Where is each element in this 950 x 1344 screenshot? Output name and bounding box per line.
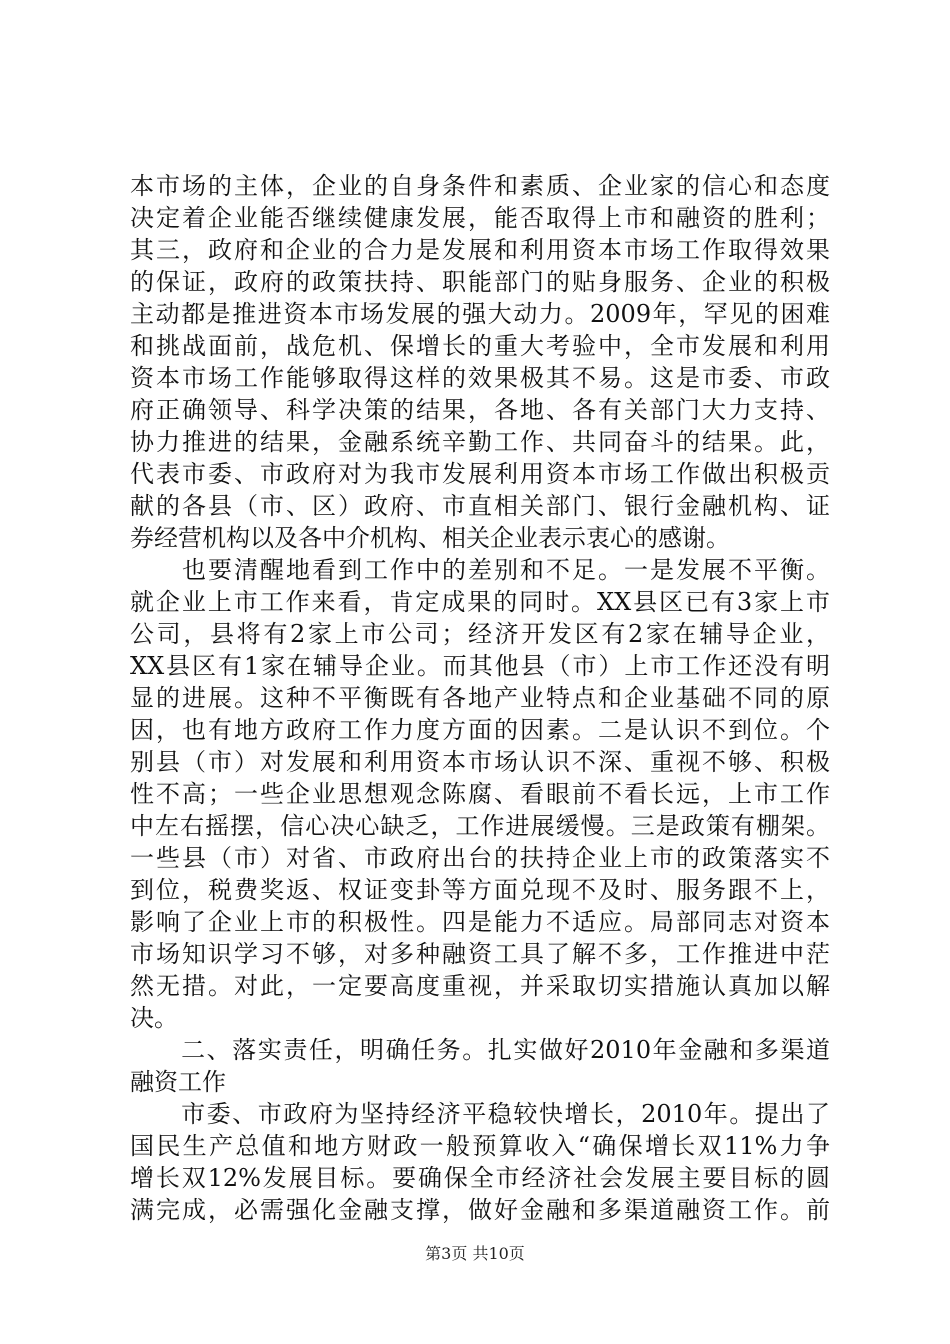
text-line: 本市场的主体，企业的自身条件和素质、企业家的信心和态度 [130,172,830,200]
text-line: 市委、市政府为坚持经济平稳较快增长，2010年。提出了 [130,1100,830,1128]
text-line: 其三，政府和企业的合力是发展和利用资本市场工作取得效果 [130,236,830,264]
text-line: 就企业上市工作来看，肯定成果的同时。XX县区已有3家上市 [130,588,830,616]
text-line: 资本市场工作能够取得这样的效果极其不易。这是市委、市政 [130,364,830,392]
text-line: 府正确领导、科学决策的结果，各地、各有关部门大力支持、 [130,396,830,424]
text-line: 影响了企业上市的积极性。四是能力不适应。局部同志对资本 [130,908,830,936]
text-line: 别县（市）对发展和利用资本市场认识不深、重视不够、积极 [130,748,830,776]
text-line: XX县区有1家在辅导企业。而其他县（市）上市工作还没有明 [130,652,830,680]
text-line: 代表市委、市政府对为我市发展利用资本市场工作做出积极贡 [130,460,830,488]
text-line: 决。 [130,1004,178,1032]
body-text [130,170,830,1226]
text-line: 的保证，政府的政策扶持、职能部门的贴身服务、企业的积极 [130,268,830,296]
text-line: 一些县（市）对省、市政府出台的扶持企业上市的政策落实不 [130,844,830,872]
text-line: 性不高；一些企业思想观念陈腐、看眼前不看长远，上市工作 [130,780,830,808]
text-line: 满完成，必需强化金融支撑，做好金融和多渠道融资工作。前 [130,1196,830,1224]
text-line: 因，也有地方政府工作力度方面的因素。二是认识不到位。个 [130,716,830,744]
text-line: 市场知识学习不够，对多种融资工具了解不多，工作推进中茫 [130,940,830,968]
text-line: 主动都是推进资本市场发展的强大动力。2009年，罕见的困难 [130,300,830,328]
text-line: 中左右摇摆，信心决心缺乏，工作进展缓慢。三是政策有棚架。 [130,812,830,840]
text-line: 和挑战面前，战危机、保增长的重大考验中，全市发展和利用 [130,332,830,360]
text-line: 国民生产总值和地方财政一般预算收入“确保增长双11%力争 [130,1132,830,1160]
text-line: 增长双12%发展目标。要确保全市经济社会发展主要目标的圆 [130,1164,830,1192]
section-heading-line: 融资工作 [130,1068,226,1096]
text-line: 献的各县（市、区）政府、市直相关部门、银行金融机构、证 [130,492,830,520]
text-line: 公司，县将有2家上市公司；经济开发区有2家在辅导企业， [130,620,830,648]
text-line: 决定着企业能否继续健康发展，能否取得上市和融资的胜利； [130,204,830,232]
page-number-footer: 第3页 共10页 [425,1244,525,1263]
text-line: 也要清醒地看到工作中的差别和不足。一是发展不平衡。 [130,556,830,584]
text-line: 然无措。对此，一定要高度重视，并采取切实措施认真加以解 [130,972,830,1000]
text-line: 协力推进的结果，金融系统辛勤工作、共同奋斗的结果。此， [130,428,830,456]
text-line: 到位，税费奖返、权证变卦等方面兑现不及时、服务跟不上， [130,876,830,904]
text-line: 券经营机构以及各中介机构、相关企业表示衷心的感谢。 [130,524,730,552]
section-heading-line: 二、落实责任，明确任务。扎实做好2010年金融和多渠道 [130,1036,830,1064]
text-line: 显的进展。这种不平衡既有各地产业特点和企业基础不同的原 [130,684,830,712]
